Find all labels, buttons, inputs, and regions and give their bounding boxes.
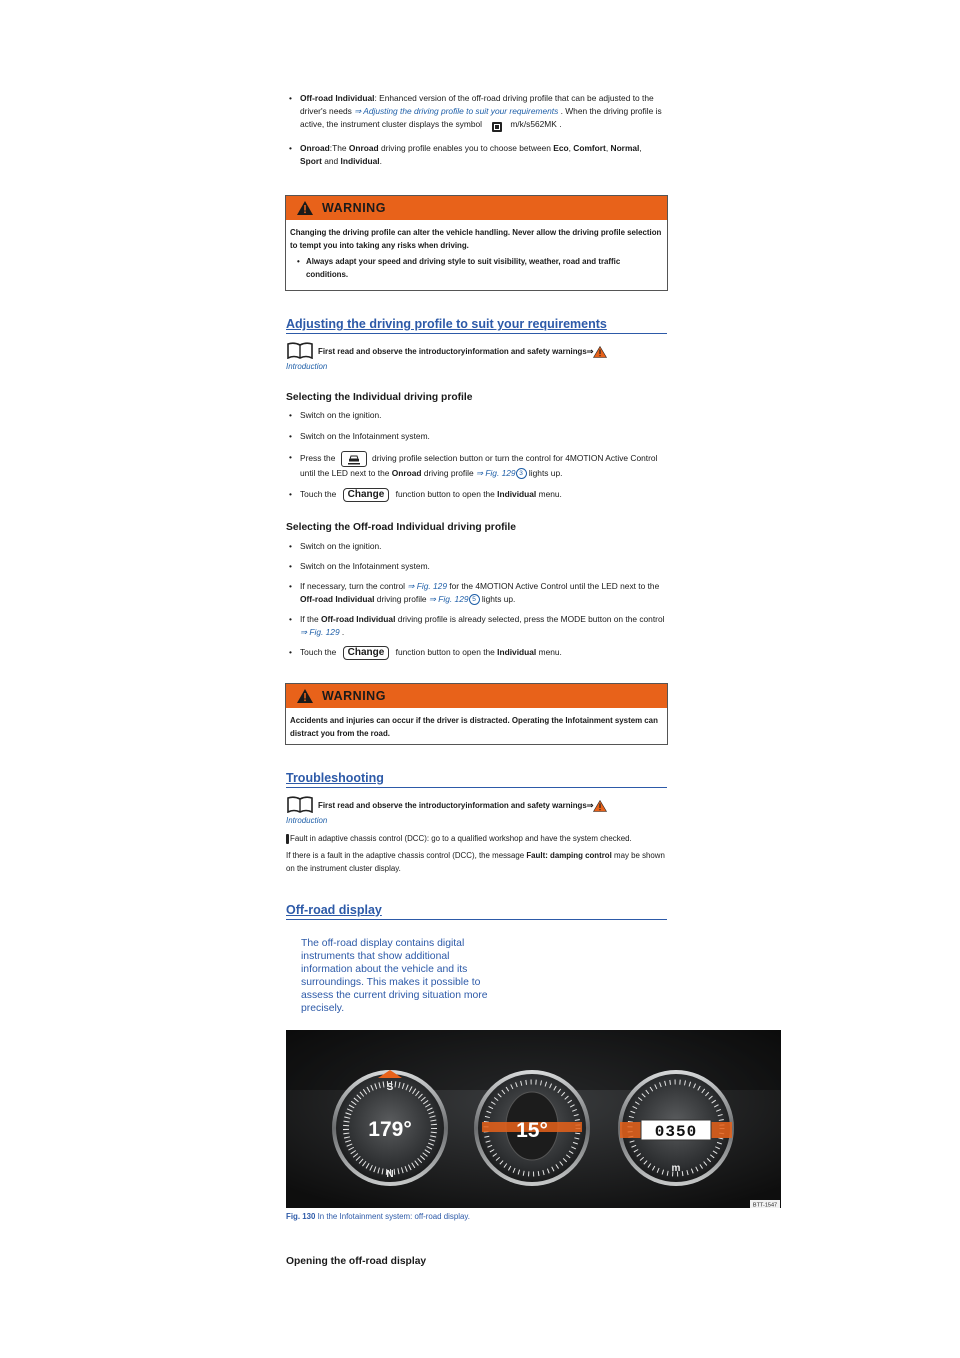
term: Comfort: [573, 143, 606, 153]
offroad-display-figure: [286, 1030, 781, 1208]
text: If there is a fault in the adaptive chassis control (DCC), the message: [286, 851, 527, 860]
callout-number: 5: [469, 594, 480, 605]
heading-text: Off-road display: [286, 903, 382, 917]
text: ,: [605, 143, 611, 153]
text: driving profile is already selected, press the MODE button on the control: [395, 614, 665, 624]
figure-number: Fig. 130: [286, 1212, 316, 1221]
read-first-note: [286, 342, 667, 374]
text: .: [556, 119, 562, 130]
altitude-value: 0350: [654, 1123, 698, 1141]
step: • Switch on the ignition.: [286, 409, 667, 422]
text: : Enhanced version of the off-road driving profile that can be adjusted to the driver's needs: [300, 93, 654, 116]
step: • Switch on the ignition.: [286, 540, 667, 553]
steps-offroad-individual: [286, 540, 667, 660]
figure-caption-text: In the Infotainment system: off-road display.: [315, 1212, 470, 1221]
compass-south-label: S: [386, 1082, 394, 1093]
text: driving profile: [374, 594, 429, 604]
warning-body: [286, 220, 667, 287]
text: ,: [568, 143, 574, 153]
link-adjusting[interactable]: ⇒ Adjusting the driving profile to suit your requirements: [354, 106, 559, 116]
read-first-note: [286, 796, 667, 828]
term: Off-road Individual: [320, 614, 396, 624]
text: .: [339, 627, 345, 637]
term-onroad: Onroad: [300, 143, 330, 153]
symbol-text: m/k/s562MK: [510, 119, 557, 130]
link-fig-129[interactable]: ⇒ Fig. 129: [475, 468, 516, 478]
figure-caption: [286, 1212, 470, 1221]
text: driving profile: [421, 468, 476, 478]
step: [286, 646, 667, 660]
link-fig-129[interactable]: ⇒ Fig. 129: [300, 627, 340, 637]
subheading-offroad-individual: Selecting the Off-road Individual driving profile: [286, 522, 516, 533]
text: menu.: [536, 489, 562, 500]
offroad-individual-symbol-icon: [492, 122, 502, 132]
text: Touch the: [300, 647, 339, 658]
fault-line: [286, 832, 667, 845]
fault-paragraph: [286, 849, 667, 875]
step: [286, 580, 667, 606]
subheading-opening-offroad-display: Opening the off-road display: [286, 1256, 427, 1267]
text: menu.: [536, 647, 562, 658]
section-heading-adjusting: [286, 317, 667, 334]
text: Fault in adaptive chassis control (DCC): go to a qualified workshop and have the system checked.: [290, 834, 632, 843]
warning-title: WARNING: [322, 201, 386, 215]
term: Individual: [497, 489, 537, 500]
bullet-onroad: [286, 142, 667, 168]
warning-triangle-icon: [296, 688, 314, 704]
dcc-fault-icon: [286, 834, 289, 844]
text: Touch the: [300, 489, 339, 500]
warning-bullet: • Always adapt your speed and driving style to suit visibility, weather, road and traffic conditions.: [290, 255, 663, 281]
link-fig-129[interactable]: ⇒ Fig. 129: [428, 594, 469, 604]
offroad-intro-text: The off-road display contains digital instruments that show additional information about the vehicle and its surroundings. This makes it possible to assess the current driving situation more precisely.: [301, 938, 488, 1014]
text: function button to open the: [393, 489, 498, 500]
text: If necessary, turn the control: [300, 581, 408, 591]
read-first-text: [318, 800, 607, 812]
text: First read and observe the introductoryinformation and safety warnings⇒: [318, 347, 594, 357]
compass-north-label: N: [386, 1169, 394, 1180]
text: :The: [329, 143, 349, 153]
term: Eco: [553, 143, 569, 153]
inclination-gauge: [474, 1070, 590, 1186]
warning-text: Changing the driving profile can alter the vehicle handling. Never allow the driving profile selection to tempt you into taking any risks when driving.: [290, 228, 662, 250]
read-first-text: [318, 346, 607, 358]
step: [286, 488, 667, 502]
step: [286, 613, 667, 639]
warning-text: Accidents and injuries can occur if the driver is distracted. Operating the Infotainment system can distract you from the road.: [290, 716, 658, 738]
term: Sport: [300, 156, 322, 166]
warning-triangle-icon: [593, 800, 607, 812]
warning-box-1: [285, 195, 668, 291]
text: Press the: [300, 453, 338, 464]
change-button[interactable]: Change: [343, 488, 390, 502]
section-heading-troubleshooting: [286, 771, 667, 788]
step: [286, 451, 667, 480]
warning-title: WARNING: [322, 689, 386, 703]
text: If the: [300, 614, 321, 624]
text: lights up.: [479, 594, 516, 604]
book-icon: [286, 342, 314, 359]
term: Individual: [497, 647, 537, 658]
warning-header: [286, 684, 667, 708]
text: .: [379, 156, 382, 166]
text: for the 4MOTION Active Control until the LED next to the: [446, 581, 660, 591]
term: Fault: damping control: [526, 851, 612, 860]
link-introduction[interactable]: Introduction: [286, 362, 328, 371]
altimeter-gauge: [618, 1070, 734, 1186]
term: Off-road Individual: [300, 594, 375, 604]
offroad-display-image: [286, 1030, 781, 1208]
term: Onroad: [348, 143, 379, 153]
link-fig-129[interactable]: ⇒ Fig. 129: [407, 581, 447, 591]
subheading-individual: Selecting the Individual driving profile: [286, 392, 473, 403]
term-offroad-individual: Off-road Individual: [300, 93, 375, 103]
step: • Switch on the Infotainment system.: [286, 430, 667, 443]
altitude-unit: m: [671, 1163, 681, 1174]
book-icon: [286, 796, 314, 813]
term: Individual: [340, 156, 380, 166]
compass-value: 179°: [368, 1118, 412, 1141]
section-heading-offroad-display: [286, 903, 667, 920]
text: function button to open the: [393, 647, 498, 658]
link-introduction[interactable]: Introduction: [286, 816, 328, 825]
heading-text: Adjusting the driving profile to suit your requirements: [286, 317, 607, 331]
drive-mode-button-icon: [341, 451, 367, 467]
warning-body: [286, 708, 667, 746]
compass-gauge: [332, 1070, 448, 1186]
step: • Switch on the Infotainment system.: [286, 560, 667, 573]
text: driving profile enables you to choose between: [378, 143, 554, 153]
heading-text: Troubleshooting: [286, 771, 384, 785]
callout-number: 3: [516, 468, 527, 479]
change-button[interactable]: Change: [343, 646, 390, 660]
warning-header: [286, 196, 667, 220]
figure-code: BTT-1547: [752, 1202, 778, 1208]
term: Onroad: [391, 468, 422, 478]
warning-triangle-icon: [593, 346, 607, 358]
steps-individual: [286, 409, 667, 502]
top-bullets: [286, 92, 667, 168]
text: . When the driving profile is active, the instrument cluster displays the symbol: [300, 106, 662, 130]
text: and: [321, 156, 341, 166]
text: may be shown on the instrument cluster display.: [286, 851, 665, 873]
text: driving profile selection button or turn the control for 4MOTION Active Control until the LED next to the: [300, 453, 658, 478]
text: First read and observe the introductoryinformation and safety warnings⇒: [318, 801, 594, 811]
text: lights up.: [526, 468, 563, 478]
inclination-value: 15°: [516, 1119, 548, 1142]
warning-box-2: [285, 683, 668, 745]
term: Normal: [610, 143, 640, 153]
bullet-offroad-individual: [286, 92, 667, 132]
warning-triangle-icon: [296, 200, 314, 216]
text: ,: [639, 143, 642, 153]
